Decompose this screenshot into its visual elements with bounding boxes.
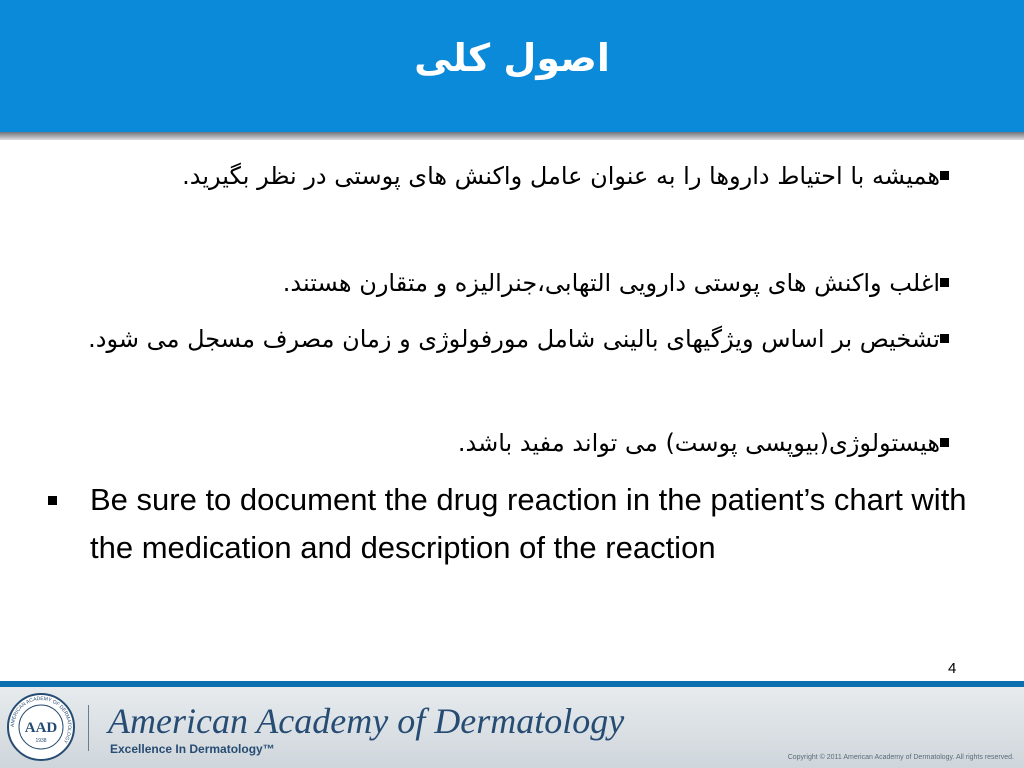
bullet-marker xyxy=(940,278,949,287)
aad-seal-logo xyxy=(6,692,76,762)
bullet-fa-1: همیشه با احتیاط داروها را به عنوان عامل واکنش های پوستی در نظر بگیرید. xyxy=(182,162,940,190)
org-tagline: Excellence In Dermatology™ xyxy=(110,742,275,756)
bullet-marker xyxy=(940,438,949,447)
bullet-marker xyxy=(940,171,949,180)
bullet-fa-4: هیستولوژی(بیوپسی پوست) می تواند مفید باشد. xyxy=(457,429,940,457)
bullet-marker xyxy=(940,334,949,343)
footer-divider xyxy=(88,705,89,751)
bullet-fa-3: تشخیص بر اساس ویژگیهای بالینی شامل مورفولوژی و زمان مصرف مسجل می شود. xyxy=(88,325,940,353)
svg-text:AAD: AAD xyxy=(24,720,58,736)
bullet-en: Be sure to document the drug reaction in the patient’s chart with the medication and description of the reaction xyxy=(90,482,967,565)
bullet-marker xyxy=(48,496,57,505)
copyright-notice: Copyright © 2011 American Academy of Dermatology. All rights reserved. xyxy=(787,754,1014,761)
slide-title: اصول کلی xyxy=(414,36,610,80)
svg-text:AMERICAN ACADEMY OF DERMATOLOG: AMERICAN ACADEMY OF DERMATOLOGY xyxy=(9,695,73,745)
org-name: American Academy of Dermatology xyxy=(108,701,625,741)
page-number: 4 xyxy=(948,660,957,677)
svg-text:1938: 1938 xyxy=(35,738,47,744)
bullet-fa-2: اغلب واکنش های پوستی دارویی التهابی،جنرالیزه و متقارن هستند. xyxy=(282,269,940,297)
